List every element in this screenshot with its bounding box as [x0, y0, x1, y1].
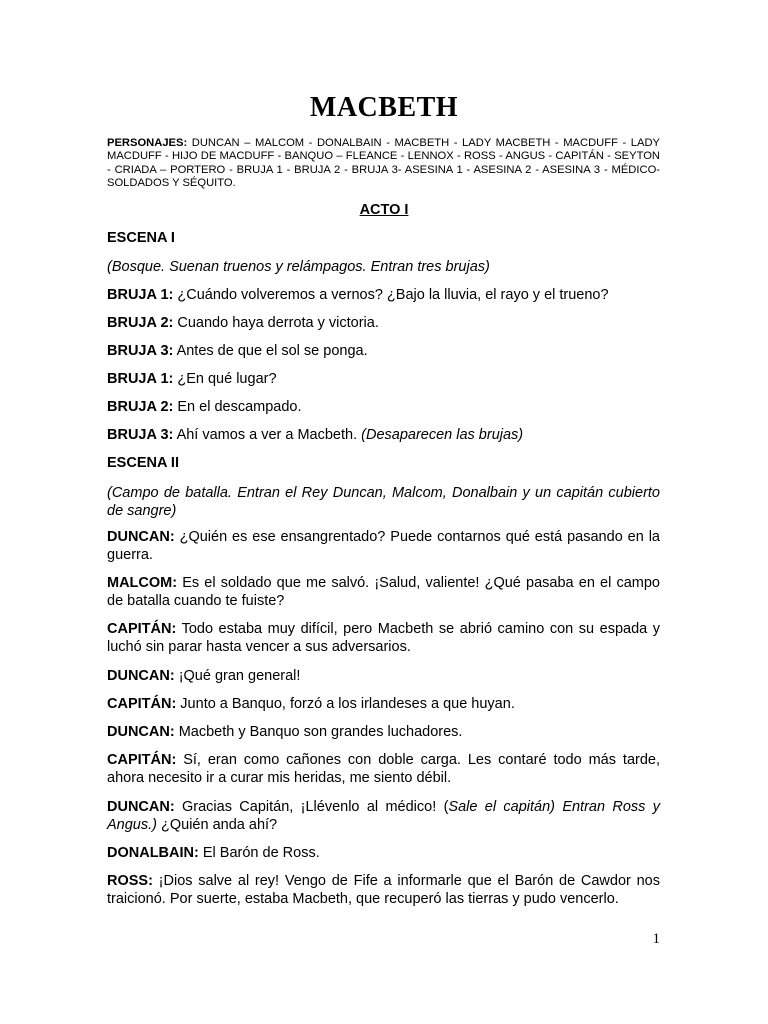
dialogue-line [107, 751, 660, 787]
speech: ¡Qué gran general! [174, 668, 301, 684]
speech: ¿Quién es ese ensangrentado? Puede contarnos qué está pasando en la guerra. [107, 529, 660, 563]
dialogue-line [107, 667, 660, 685]
speech: Gracias Capitán, ¡Llévenlo al médico! ( [174, 799, 449, 815]
speaker: MALCOM: [107, 575, 178, 591]
speech: El Barón de Ross. [198, 845, 320, 861]
stage-direction: Sale el capitán) Entran Ross y Angus.) [107, 799, 660, 833]
dialogue-line [107, 798, 660, 834]
speech: ¿Quién anda ahí? [156, 817, 278, 833]
dialogue-line [107, 723, 660, 741]
speech: ¿Cuándo volveremos a vernos? ¿Bajo la lluvia, el rayo y el trueno? [173, 287, 609, 303]
speaker: BRUJA 3: [107, 427, 174, 443]
speaker: CAPITÁN: [107, 696, 177, 712]
cast-names: DUNCAN – MALCOM - DONALBAIN - MACBETH - LADY MACBETH - MACDUFF - LADY MACDUFF - HIJO DE MACDUFF - BANQUO – FLEANCE - LENNOX - ROSS - ANGUS - CAPITÁN - SEYTON - CRIADA – PORTERO - BRUJA 1 - BRUJA 2 - BRUJA 3- ASESINA 1 - ASESINA 2 - ASESINA 3 - MÉDICO-SOLDADOS Y SÉQUITO. [107, 137, 660, 189]
speech: ¿En qué lugar? [173, 371, 277, 387]
dialogue-line [107, 620, 660, 656]
speaker: DUNCAN: [107, 724, 175, 740]
speech: Cuando haya derrota y victoria. [173, 315, 379, 331]
speaker: DUNCAN: [107, 799, 175, 815]
dialogue-line [107, 872, 660, 908]
speech: Junto a Banquo, forzó a los irlandeses a que huyan. [176, 696, 515, 712]
speaker: BRUJA 1: [107, 287, 174, 303]
speech: Todo estaba muy difícil, pero Macbeth se abrió camino con su espada y luchó sin parar hasta vencer a sus adversarios. [107, 621, 660, 655]
cast-label: PERSONAJES: [107, 137, 188, 149]
stage-direction: (Bosque. Suenan truenos y relámpagos. Entran tres brujas) [107, 259, 490, 275]
speech: Es el soldado que me salvó. ¡Salud, valiente! ¿Qué pasaba en el campo de batalla cuando te fuiste? [107, 575, 660, 609]
speaker: BRUJA 1: [107, 371, 174, 387]
play-title: MACBETH [309, 92, 459, 123]
speaker: DONALBAIN: [107, 845, 199, 861]
cast-list [107, 137, 660, 190]
scene-heading: ESCENA II [107, 455, 179, 471]
speech: Sí, eran como cañones con doble carga. Les contaré todo más tarde, ahora necesito ir a curar mis heridas, me siento débil. [107, 752, 660, 786]
speaker: ROSS: [107, 873, 153, 889]
dialogue-line [107, 426, 660, 444]
speech: ¡Dios salve al rey! Vengo de Fife a informarle que el Barón de Cawdor nos traicionó. Por suerte, estaba Macbeth, que recuperó las tierras y pudo vencerlo. [107, 873, 660, 907]
stage-direction: (Desaparecen las brujas) [361, 427, 524, 443]
dialogue-line [107, 528, 660, 564]
speech: Ahí vamos a ver a Macbeth. [173, 427, 362, 443]
dialogue-line [107, 695, 660, 713]
speech: Macbeth y Banquo son grandes luchadores. [174, 724, 463, 740]
stage-direction: (Campo de batalla. Entran el Rey Duncan, Malcom, Donalbain y un capitán cubierto de sangre) [107, 485, 660, 519]
dialogue-line [107, 844, 660, 862]
speaker: BRUJA 3: [107, 343, 174, 359]
dialogue-line [107, 342, 660, 360]
dialogue-line [107, 398, 660, 416]
act-heading: ACTO I [359, 202, 409, 218]
speaker: DUNCAN: [107, 529, 175, 545]
dialogue-line [107, 370, 660, 388]
dialogue-line [107, 314, 660, 332]
speech: En el descampado. [173, 399, 302, 415]
speaker: BRUJA 2: [107, 399, 174, 415]
dialogue-line [107, 574, 660, 610]
speaker: DUNCAN: [107, 668, 175, 684]
dialogue-line [107, 286, 660, 304]
page-number: 1 [652, 931, 660, 947]
scene-heading: ESCENA I [107, 230, 175, 246]
speech: Antes de que el sol se ponga. [173, 343, 368, 359]
speaker: BRUJA 2: [107, 315, 174, 331]
speaker: CAPITÁN: [107, 621, 177, 637]
speaker: CAPITÁN: [107, 752, 177, 768]
